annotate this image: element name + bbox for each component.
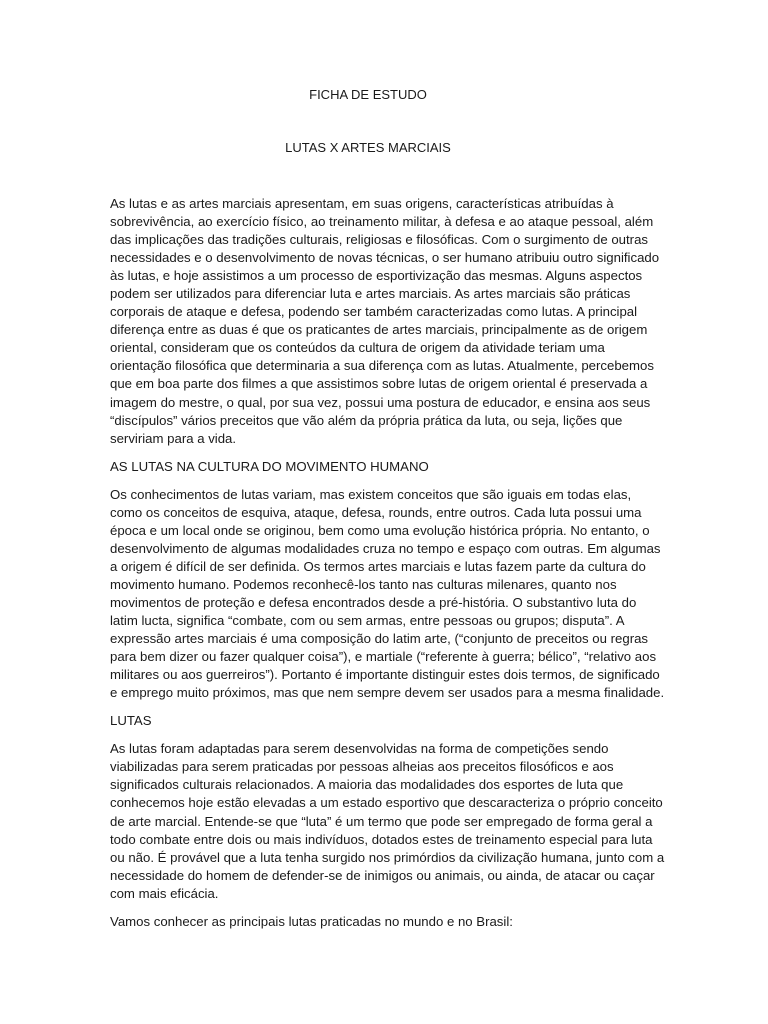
document-body <box>110 195 665 941</box>
section-heading-cultura: AS LUTAS NA CULTURA DO MOVIMENTO HUMANO <box>110 458 429 474</box>
paragraph-intro: As lutas e as artes marciais apresentam, em suas origens, características atribuídas à sobrevivência, ao exercício físico, ao treinamento militar, à defesa e ao ataque pessoal, além das implicações das tradições culturais, religiosas e filosóficas. Com o surgimento de outras necessidades e o desenvolvimento de novas técnicas, o ser humano atribuiu outro significado às lutas, e hoje assistimos a um processo de esportivização das mesmas. Alguns aspectos podem ser utilizados para diferenciar luta e artes marciais. As artes marciais são práticas corporais de ataque e defesa, podendo ser também caracterizadas como lutas. A principal diferença entre as duas é que os praticantes de artes marciais, principalmente as de origem oriental, consideram que os conteúdos da cultura de origem da atividade teriam uma orientação filosófica que determinaria a sua diferença com as lutas. Atualmente, percebemos que em boa parte dos filmes a que assistimos sobre lutas de origem oriental é preservada a imagem do mestre, o qual, por sua vez, possui uma postura de educador, e ensina aos seus “discípulos” vários preceitos que vão além da própria prática da luta, ou seja, lições que serviriam para a vida. <box>110 196 660 446</box>
paragraph-lutas: As lutas foram adaptadas para serem desenvolvidas na forma de competições sendo viabilizadas para serem praticadas por pessoas alheias aos preceitos filosóficos e aos significados culturais relacionados. A maioria das modalidades dos esportes de luta que conhecemos hoje estão elevadas a um estado esportivo que descaracteriza o próprio conceito de arte marcial. Entende-se que “luta” é um termo que pode ser empregado de forma geral a todo combate entre dois ou mais indivíduos, dotados estes de treinamento especial para luta ou não. É provável que a luta tenha surgido nos primórdios da civilização humana, junto com a necessidade do homem de defender-se de inimigos ou animais, ou ainda, de atacar ou caçar com mais eficácia. <box>110 741 665 901</box>
section-heading-lutas: LUTAS <box>110 713 152 729</box>
document-subtitle: LUTAS X ARTES MARCIAIS <box>285 140 451 155</box>
paragraph-closing: Vamos conhecer as principais lutas praticadas no mundo e no Brasil: <box>110 913 513 929</box>
paragraph-cultura: Os conhecimentos de lutas variam, mas existem conceitos que são iguais em todas elas, como os conceitos de esquiva, ataque, defesa, rounds, entre outros. Cada luta possui uma época e um local onde se originou, bem como uma evolução histórica própria. No entanto, o desenvolvimento de algumas modalidades cruza no tempo e espaço com outras. Em algumas a origem é difícil de ser definida. Os termos artes marciais e lutas fazem parte da cultura do movimento humano. Podemos reconhecê-los tanto nas culturas milenares, quanto nos movimentos de proteção e defesa encontrados desde a pré-história. O substantivo luta do latim lucta, significa “combate, com ou sem armas, entre pessoas ou grupos; disputa”. A expressão artes marciais é uma composição do latim arte, (“conjunto de preceitos ou regras para bem dizer ou fazer qualquer coisa”), e martiale (“referente à guerra; bélico”, “relativo aos militares ou aos guerreiros”). Portanto é importante distinguir estes dois termos, de significado e emprego muito próximos, mas que nem sempre devem ser usados para a mesma finalidade. <box>110 486 665 701</box>
document-title: FICHA DE ESTUDO <box>309 87 427 102</box>
